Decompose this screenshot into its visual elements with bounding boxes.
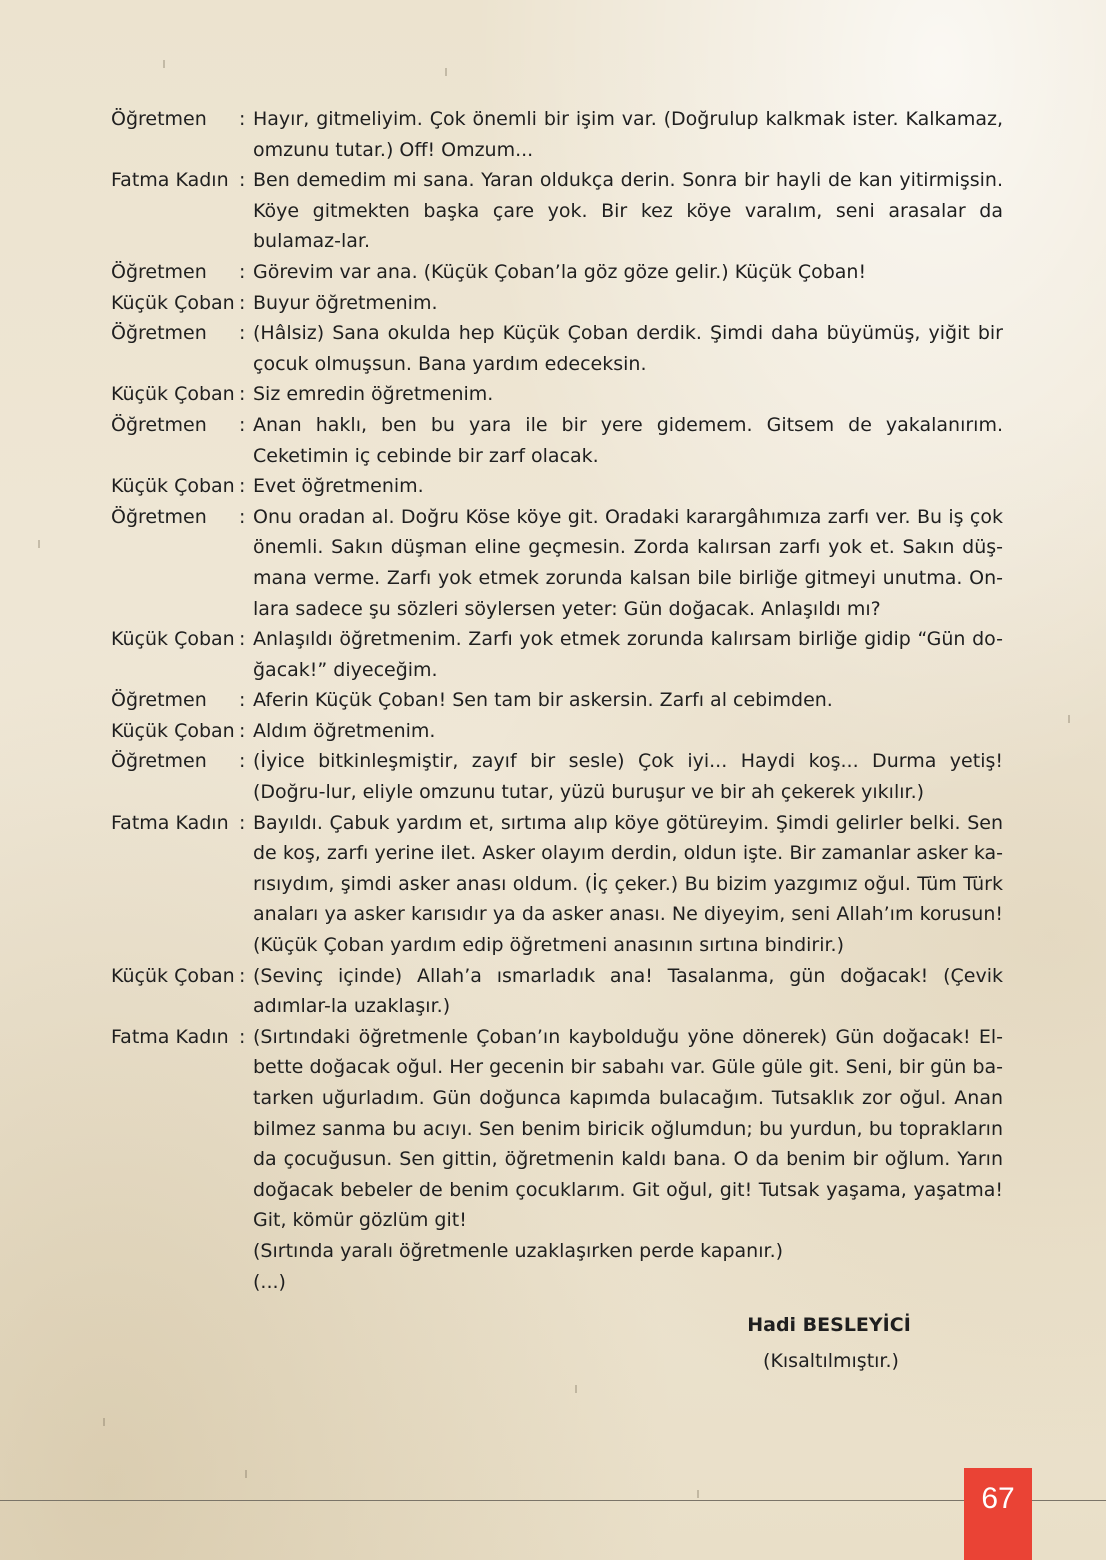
speaker-name: Küçük Çoban bbox=[111, 475, 235, 498]
dialogue-paragraph: (Sevinç içinde) Allah’a ısmarladık ana! Tasalanma, gün doğacak! (Çevik adımlar-la uzaklaşır.) bbox=[253, 964, 1003, 1018]
speaker-colon: : bbox=[239, 719, 246, 742]
dialogue-text bbox=[253, 257, 1003, 288]
paper-speck bbox=[163, 60, 165, 68]
speaker-colon: : bbox=[239, 811, 246, 834]
dialogue-line bbox=[111, 165, 1003, 257]
dialogue-paragraph: Anlaşıldı öğretmenim. Zarfı yok etmek zorunda kalırsam birliğe gidip “Gün do-ğacak!” diyeceğim. bbox=[253, 628, 1003, 681]
dialogue-text bbox=[253, 318, 1003, 379]
dialogue-text bbox=[253, 410, 1003, 471]
speaker-colon: : bbox=[239, 475, 246, 498]
speaker-name: Öğretmen bbox=[111, 689, 207, 712]
speaker-name: Küçük Çoban bbox=[111, 291, 235, 314]
speaker-colon: : bbox=[239, 108, 246, 130]
dialogue-line bbox=[111, 104, 1003, 165]
dialogue-line bbox=[111, 624, 1003, 685]
speaker-colon: : bbox=[239, 1025, 246, 1048]
dialogue-paragraph: Buyur öğretmenim. bbox=[253, 291, 438, 314]
dialogue-line bbox=[111, 410, 1003, 471]
speaker-colon: : bbox=[239, 689, 246, 712]
dialogue-line bbox=[111, 379, 1003, 410]
dialogue-line bbox=[111, 746, 1003, 807]
dialogue-text bbox=[253, 808, 1003, 961]
dialogue-line bbox=[111, 961, 1003, 1022]
speaker-name: Öğretmen bbox=[111, 260, 207, 283]
speaker-name: Öğretmen bbox=[111, 322, 207, 345]
speaker-name: Öğretmen bbox=[111, 413, 207, 436]
speaker-colon: : bbox=[239, 383, 246, 406]
paper-speck bbox=[38, 540, 40, 548]
dialogue-line bbox=[111, 257, 1003, 288]
dialogue-text bbox=[253, 104, 1003, 165]
stage-direction: (Sırtında yaralı öğretmenle uzaklaşırken perde kapanır.) bbox=[253, 1239, 784, 1262]
dialogue-paragraph: (İyice bitkinleşmiştir, zayıf bir sesle) Çok iyi... Haydi koş... Durma yetiş! (Doğru-lur, eliyle omzunu tutar, yüzü buruşur ve bir ah çekerek yıkılır.) bbox=[253, 750, 1003, 804]
dialogue-text bbox=[253, 624, 1003, 685]
speaker-name: Küçük Çoban bbox=[111, 964, 235, 987]
paper-speck bbox=[575, 1385, 577, 1393]
speaker-name: Öğretmen bbox=[111, 108, 207, 130]
dialogue-text bbox=[253, 1022, 1003, 1297]
paper-speck bbox=[1068, 715, 1070, 723]
speaker-name: Öğretmen bbox=[111, 750, 207, 773]
dialogue-text bbox=[253, 961, 1003, 1022]
dialogue-text bbox=[253, 471, 1003, 502]
dialogue-paragraph: Aldım öğretmenim. bbox=[253, 719, 436, 742]
dialogue-text bbox=[253, 288, 1003, 319]
page-number: 67 bbox=[981, 1482, 1015, 1515]
author-name: Hadi BESLEYİCİ bbox=[747, 1314, 911, 1336]
dialogue-text bbox=[253, 379, 1003, 410]
speaker-name: Küçük Çoban bbox=[111, 719, 235, 742]
paper-speck bbox=[697, 1490, 699, 1498]
dialogue-text bbox=[253, 502, 1003, 624]
speaker-name: Küçük Çoban bbox=[111, 628, 235, 651]
speaker-name: Küçük Çoban bbox=[111, 383, 235, 406]
dialogue-line bbox=[111, 502, 1003, 624]
dialogue-line bbox=[111, 685, 1003, 716]
dialogue-text bbox=[253, 746, 1003, 807]
dialogue-text bbox=[253, 685, 1003, 716]
speaker-colon: : bbox=[239, 628, 246, 651]
dialogue-paragraph: Hayır, gitmeliyim. Çok önemli bir işim var. (Doğrulup kalkmak ister. Kalkamaz, omzunu tutar.) Off! Omzum... bbox=[253, 108, 1003, 161]
dialogue-line bbox=[111, 1022, 1003, 1297]
dialogue-line bbox=[111, 471, 1003, 502]
dialogue-paragraph: (Hâlsiz) Sana okulda hep Küçük Çoban derdik. Şimdi daha büyümüş, yiğit bir çocuk olmuşsun. Bana yardım edeceksin. bbox=[253, 322, 1003, 375]
paper-speck bbox=[103, 1418, 105, 1426]
speaker-name: Öğretmen bbox=[111, 505, 207, 528]
dialogue-paragraph: Ben demedim mi sana. Yaran oldukça derin. Sonra bir hayli de kan yitirmişsin. Köye gitmekten başka çare yok. Bir kez köye varalım, seni arasalar da bulamaz-lar. bbox=[253, 169, 1003, 253]
speaker-colon: : bbox=[239, 750, 246, 773]
dialogue-paragraph: Aferin Küçük Çoban! Sen tam bir askersin. Zarfı al cebimden. bbox=[253, 689, 833, 712]
speaker-name: Fatma Kadın bbox=[111, 169, 229, 192]
dialogue-paragraph: Görevim var ana. (Küçük Çoban’la göz göze gelir.) Küçük Çoban! bbox=[253, 260, 867, 283]
dialogue-line bbox=[111, 716, 1003, 747]
dialogue-paragraph: Onu oradan al. Doğru Köse köye git. Oradaki karargâhımıza zarfı ver. Bu iş çok önemli. Sakın düşman eline geçmesin. Zorda kalırsan zarfı yok et. Sakın düş-mana verme. Zarfı yok etmek zorunda kalsan bile birliğe gitmeyi unutma. On-lara sadece şu sözleri söylersen yeter: Gün doğacak. Anlaşıldı mı? bbox=[253, 505, 1003, 620]
speaker-name: Fatma Kadın bbox=[111, 811, 229, 834]
speaker-colon: : bbox=[239, 291, 246, 314]
dialogue-paragraph: Anan haklı, ben bu yara ile bir yere gidemem. Gitsem de yakalanırım. Ceketimin iç cebinde bir zarf olacak. bbox=[253, 413, 1003, 467]
speaker-colon: : bbox=[239, 322, 246, 345]
speaker-colon: : bbox=[239, 505, 246, 528]
speaker-colon: : bbox=[239, 964, 246, 987]
dialogue-paragraph: Bayıldı. Çabuk yardım et, sırtıma alıp köye götüreyim. Şimdi gelirler belki. Sen de koş, zarfı yerine ilet. Asker olayım derdin, oldun işte. Bir zamanlar asker ka-rısıydım, şimdi asker anası oldum. (İç çeker.) Bu bizim yazgımız oğul. Tüm Türk anaları ya asker karısıdır ya da asker anası. Ne diyeyim, seni Allah’ım korusun! (Küçük Çoban yardım edip öğretmeni anasının sırtına bindirir.) bbox=[253, 811, 1003, 957]
page-number-badge bbox=[964, 1468, 1032, 1560]
attribution bbox=[700, 1310, 970, 1376]
footer-rule bbox=[0, 1500, 1106, 1501]
speaker-colon: : bbox=[239, 413, 246, 436]
dialogue-line bbox=[111, 288, 1003, 319]
dialogue-text bbox=[253, 716, 1003, 747]
speaker-colon: : bbox=[239, 260, 246, 283]
dialogue-text bbox=[253, 165, 1003, 257]
ellipsis-note: (...) bbox=[253, 1270, 286, 1293]
paper-speck bbox=[245, 1470, 247, 1478]
paper-speck bbox=[445, 68, 447, 76]
speaker-colon: : bbox=[239, 169, 246, 192]
play-dialogue bbox=[111, 104, 1003, 1297]
dialogue-line bbox=[111, 808, 1003, 961]
dialogue-paragraph: Evet öğretmenim. bbox=[253, 475, 424, 498]
dialogue-paragraph: (Sırtındaki öğretmenle Çoban’ın kaybolduğu yöne dönerek) Gün doğacak! El-bette doğacak oğul. Her gecenin bir sabahı var. Güle güle git. Seni, bir gün ba-tarken uğurladım. Gün doğunca kapımda bulacağım. Tutsaklık zor oğul. Anan bilmez sanma bu acıyı. Sen benim biricik oğlumdun; bu yurdun, bu toprakların da çocuğusun. Sen gittin, öğretmenin kaldı bana. O da benim bir oğlum. Yarın doğacak bebeler de benim çocuklarım. Git oğul, git! Tutsak yaşama, yaşatma! Git, kömür gözlüm git! bbox=[253, 1025, 1003, 1232]
dialogue-line bbox=[111, 318, 1003, 379]
abbreviation-note: (Kısaltılmıştır.) bbox=[763, 1350, 899, 1372]
speaker-name: Fatma Kadın bbox=[111, 1025, 229, 1048]
dialogue-paragraph: Siz emredin öğretmenim. bbox=[253, 383, 494, 406]
